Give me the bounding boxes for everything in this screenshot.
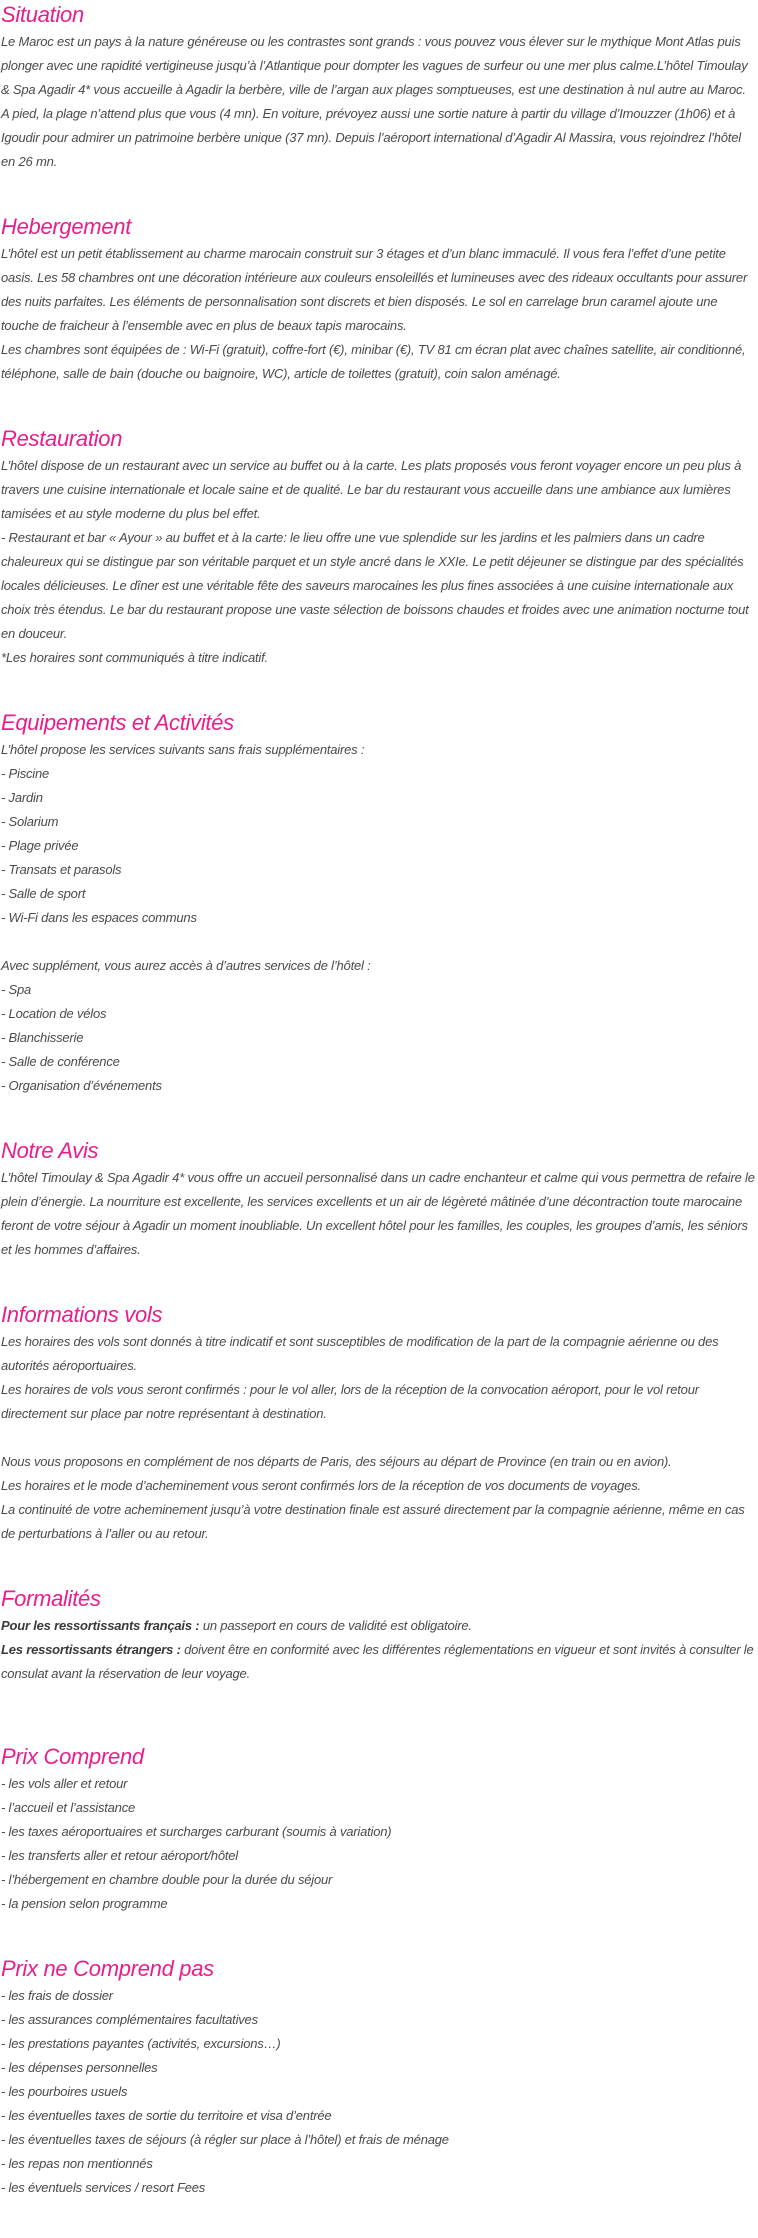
vols-paragraph: Les horaires de vols vous seront confirmés : pour le vol aller, lors de la réception de la convocation aéroport, pour le vol retour directement sur place par notre représentant à destination. <box>1 1382 699 1421</box>
section-formalites <box>1 1584 756 1686</box>
list-item: - l’accueil et l’assistance <box>1 1800 136 1815</box>
list-item: - les prestations payantes (activités, excursions…) <box>1 2036 281 2051</box>
section-hebergement <box>1 212 756 386</box>
list-item: - les éventuelles taxes de séjours (à régler sur place à l’hôtel) et frais de ménage <box>1 2132 449 2147</box>
formalites-etrangers <box>1 1638 756 1686</box>
section-title-prix-comprend: Prix Comprend <box>1 1744 144 1769</box>
list-item: - les taxes aéroportuaires et surcharges carburant (soumis à variation) <box>1 1824 392 1839</box>
section-body-equipements <box>1 738 756 1098</box>
list-item: - les frais de dossier <box>1 1988 113 2003</box>
list-item: - les éventuelles taxes de sortie du territoire et visa d’entrée <box>1 2108 332 2123</box>
list-item: - la pension selon programme <box>1 1896 168 1911</box>
list-item: - les pourboires usuels <box>1 2084 128 2099</box>
blank-line <box>1 930 756 954</box>
section-body-prix-comprend <box>1 1772 756 1916</box>
list-item: - les repas non mentionnés <box>1 2156 153 2171</box>
list-item: - Solarium <box>1 814 59 829</box>
restauration-bar-paragraph: - Restaurant et bar « Ayour » au buffet et à la carte: le lieu offre une vue splendide sur les jardins et les palmiers dans un cadre chaleureux qui se distingue par son véritable parquet et un style ancré dans le XXIe. Le petit déjeuner se distingue par des spécialités locales délicieuses. Le dîner est une véritable fête des saveurs marocaines les plus fines associées à une cuisine internationale aux choix très étendus. Le bar du restaurant propose une vaste sélection de boissons chaudes et froides avec une animation nocturne tout en douceur. <box>1 530 749 641</box>
list-item: - les assurances complémentaires facultatives <box>1 2012 258 2027</box>
section-situation <box>1 0 756 174</box>
list-item: - les vols aller et retour <box>1 1776 128 1791</box>
hebergement-equipment: Les chambres sont équipées de : Wi-Fi (gratuit), coffre-fort (€), minibar (€), TV 81 cm écran plat avec chaînes satellite, air conditionné, téléphone, salle de bain (douche ou baignoire, WC), article de toilettes (gratuit), coin salon aménagé. <box>1 342 746 381</box>
section-title-formalites: Formalités <box>1 1586 101 1611</box>
section-body-situation <box>1 30 756 174</box>
section-avis <box>1 1136 756 1262</box>
formalites-etrangers-label: Les ressortissants étrangers : <box>1 1642 181 1657</box>
list-item: - Organisation d’événements <box>1 1078 162 1093</box>
restauration-paragraph: L’hôtel dispose de un restaurant avec un service au buffet ou à la carte. Les plats proposés vous feront voyager encore un peu plus à travers une cuisine internationale et locale saine et de qualité. Le bar du restaurant vous accueille dans une ambiance aux lumières tamisées et au style moderne du plus bel effet. <box>1 458 742 521</box>
equipements-paid-intro: Avec supplément, vous aurez accès à d’autres services de l’hôtel : <box>1 958 371 973</box>
section-title-avis: Notre Avis <box>1 1138 99 1163</box>
section-body-restauration <box>1 454 756 670</box>
vols-paragraph: Les horaires des vols sont donnés à titre indicatif et sont susceptibles de modification de la part de la compagnie aérienne ou des autorités aéroportuaires. <box>1 1334 719 1373</box>
section-title-prix-ne-comprend: Prix ne Comprend pas <box>1 1956 214 1981</box>
section-title-restauration: Restauration <box>1 426 123 451</box>
list-item: - Wi-Fi dans les espaces communs <box>1 910 197 925</box>
formalites-francais-label: Pour les ressortissants français : <box>1 1618 200 1633</box>
list-item: - Blanchisserie <box>1 1030 84 1045</box>
section-equipements <box>1 708 756 1098</box>
formalites-francais <box>1 1614 756 1638</box>
list-item: - Location de vélos <box>1 1006 107 1021</box>
list-item: - Transats et parasols <box>1 862 122 877</box>
list-item: - Jardin <box>1 790 43 805</box>
list-item: - Spa <box>1 982 32 997</box>
restauration-note: *Les horaires sont communiqués à titre indicatif. <box>1 650 268 665</box>
list-item: - les dépenses personnelles <box>1 2060 158 2075</box>
blank-line <box>1 1426 756 1450</box>
vols-paragraph: Nous vous proposons en complément de nos départs de Paris, des séjours au départ de Province (en train ou en avion). <box>1 1454 672 1469</box>
vols-paragraph: La continuité de votre acheminement jusqu’à votre destination finale est assuré directement par la compagnie aérienne, même en cas de perturbations à l’aller ou au retour. <box>1 1502 745 1541</box>
situation-text: Le Maroc est un pays à la nature généreuse ou les contrastes sont grands : vous pouvez vous élever sur le mythique Mont Atlas puis plonger avec une rapidité vertigineuse jusqu’à l’Atlantique pour dompter les vagues de surfeur ou une mer plus calme.L’hôtel Timoulay & Spa Agadir 4* vous accueille à Agadir la berbère, ville de l’argan aux plages somptueuses, est une destination à nul autre au Maroc. A pied, la plage n’attend plus que vous (4 mn). En voiture, prévoyez aussi une sortie nature à partir du village d’Imouzzer (1h06) et à Igoudir pour admirer un patrimoine berbère unique (37 mn). Depuis l’aéroport international d’Agadir Al Massira, vous rejoindrez l’hôtel en 26 mn. <box>1 34 748 169</box>
section-vols <box>1 1300 756 1546</box>
section-title-hebergement: Hebergement <box>1 214 131 239</box>
section-title-vols: Informations vols <box>1 1302 163 1327</box>
list-item: - Plage privée <box>1 838 79 853</box>
section-title-situation: Situation <box>1 2 84 27</box>
formalites-etrangers-text: doivent être en conformité avec les différentes réglementations en vigueur et sont invités à consulter le consulat avant la réservation de leur voyage. <box>1 1642 754 1681</box>
list-item: - Salle de conférence <box>1 1054 120 1069</box>
section-body-formalites <box>1 1614 756 1686</box>
section-body-hebergement <box>1 242 756 386</box>
section-prix-ne-comprend <box>1 1954 756 2200</box>
section-body-vols <box>1 1330 756 1546</box>
section-body-prix-ne-comprend <box>1 1984 756 2200</box>
list-item: - les éventuels services / resort Fees <box>1 2180 206 2195</box>
section-prix-comprend <box>1 1742 756 1916</box>
list-item: - les transferts aller et retour aéroport/hôtel <box>1 1848 238 1863</box>
section-restauration <box>1 424 756 670</box>
list-item: - l’hébergement en chambre double pour la durée du séjour <box>1 1872 333 1887</box>
hebergement-paragraph: L’hôtel est un petit établissement au charme marocain construit sur 3 étages et d’un blanc immaculé. Il vous fera l’effet d’une petite oasis. Les 58 chambres ont une décoration intérieure aux couleurs ensoleillés et lumineuses avec des rideaux occultants pour assurer des nuits parfaites. Les éléments de personnalisation sont discrets et bien disposés. Le sol en carrelage brun caramel ajoute une touche de fraicheur à l’ensemble avec en plus de beaux tapis marocains. <box>1 246 748 333</box>
list-item: - Piscine <box>1 766 50 781</box>
list-item: - Salle de sport <box>1 886 86 901</box>
equipements-free-intro: L’hôtel propose les services suivants sans frais supplémentaires : <box>1 742 365 757</box>
section-title-equipements: Equipements et Activités <box>1 710 234 735</box>
section-body-avis <box>1 1166 756 1262</box>
vols-paragraph: Les horaires et le mode d’acheminement vous seront confirmés lors de la réception de vos documents de voyages. <box>1 1478 641 1493</box>
formalites-francais-text: un passeport en cours de validité est obligatoire. <box>199 1618 472 1633</box>
avis-text: L’hôtel Timoulay & Spa Agadir 4* vous offre un accueil personnalisé dans un cadre enchanteur et calme qui vous permettra de refaire le plein d’énergie. La nourriture est excellente, les services excellents et un air de légèreté mâtinée d’une décontraction toute marocaine feront de votre séjour à Agadir un moment inoubliable. Un excellent hôtel pour les familles, les couples, les groupes d’amis, les séniors et les hommes d’affaires. <box>1 1170 755 1257</box>
